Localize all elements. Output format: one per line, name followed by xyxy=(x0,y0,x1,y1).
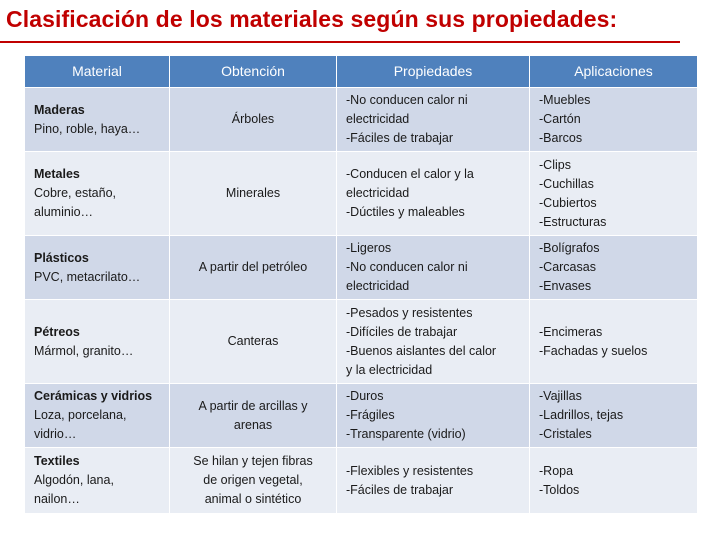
aplicaciones-line: -Carcasas xyxy=(539,260,596,274)
propiedades-line: -Transparente (vidrio) xyxy=(346,427,466,441)
propiedades-cell xyxy=(337,384,530,448)
propiedades-cell xyxy=(337,152,530,236)
obtencion-line: A partir de arcillas y xyxy=(198,398,308,413)
material-examples: Mármol, granito… xyxy=(34,343,134,358)
material-examples: Cobre, estaño, aluminio… xyxy=(34,186,116,219)
obtencion-cell xyxy=(170,152,337,236)
aplicaciones-line: -Cristales xyxy=(539,427,592,441)
material-name: Pétreos xyxy=(34,324,80,339)
aplicaciones-cell xyxy=(530,300,698,384)
aplicaciones-line: -Cartón xyxy=(539,112,581,126)
aplicaciones-cell xyxy=(530,384,698,448)
propiedades-line: -Fáciles de trabajar xyxy=(346,482,453,497)
material-name: Metales xyxy=(34,167,80,181)
table-row xyxy=(25,152,698,236)
aplicaciones-line: -Clips xyxy=(539,157,571,172)
material-cell xyxy=(25,152,170,236)
material-name: Plásticos xyxy=(34,250,89,265)
obtencion-cell xyxy=(170,236,337,300)
table-row xyxy=(25,384,698,448)
propiedades-cell xyxy=(337,236,530,300)
material-cell xyxy=(25,236,170,300)
aplicaciones-line: -Ropa xyxy=(539,463,574,478)
aplicaciones-line: -Cubiertos xyxy=(539,195,597,210)
propiedades-line: -Fáciles de trabajar xyxy=(346,131,453,145)
header-propiedades: Propiedades xyxy=(337,56,530,88)
propiedades-line: -Dúctiles y maleables xyxy=(346,205,465,219)
obtencion-line: Se hilan y tejen fibras xyxy=(193,454,313,468)
aplicaciones-line: -Bolígrafos xyxy=(539,241,600,255)
obtencion-line: A partir del petróleo xyxy=(198,260,308,274)
materials-table xyxy=(24,55,698,514)
material-examples: PVC, metacrilato… xyxy=(34,269,141,284)
propiedades-cell xyxy=(337,88,530,152)
obtencion-cell xyxy=(170,384,337,448)
propiedades-line: -Flexibles y resistentes xyxy=(346,463,474,478)
propiedades-cell xyxy=(337,448,530,514)
material-name: Cerámicas y vidrios xyxy=(34,389,153,403)
propiedades-line: -No conducen calor ni xyxy=(346,260,468,274)
aplicaciones-line: -Toldos xyxy=(539,482,580,497)
propiedades-line: -Frágiles xyxy=(346,408,395,422)
header-obtencion: Obtención xyxy=(170,56,337,88)
aplicaciones-cell xyxy=(530,152,698,236)
propiedades-line: -Ligeros xyxy=(346,241,392,255)
propiedades-line: -Pesados y resistentes xyxy=(346,305,473,320)
propiedades-line: -Conducen el calor y la xyxy=(346,167,474,181)
aplicaciones-line: -Fachadas y suelos xyxy=(539,343,648,358)
aplicaciones-cell xyxy=(530,88,698,152)
propiedades-line: -Duros xyxy=(346,389,384,403)
aplicaciones-cell xyxy=(530,448,698,514)
propiedades-line: -Difíciles de trabajar xyxy=(346,324,458,339)
table-header-row xyxy=(25,56,698,88)
aplicaciones-line: -Ladrillos, tejas xyxy=(539,408,624,422)
table-row xyxy=(25,88,698,152)
propiedades-cell xyxy=(337,300,530,384)
aplicaciones-line: -Encimeras xyxy=(539,324,603,339)
aplicaciones-cell xyxy=(530,236,698,300)
propiedades-line: -Buenos aislantes del calor xyxy=(346,343,497,358)
material-examples: Algodón, lana, nailon… xyxy=(34,473,114,506)
obtencion-line: Minerales xyxy=(225,186,281,200)
obtencion-line: animal o sintético xyxy=(204,492,302,506)
obtencion-cell xyxy=(170,88,337,152)
obtencion-line: arenas xyxy=(233,417,273,432)
aplicaciones-line: -Barcos xyxy=(539,131,583,145)
header-aplicaciones: Aplicaciones xyxy=(530,56,698,88)
material-name: Textiles xyxy=(34,454,80,468)
material-name: Maderas xyxy=(34,102,85,117)
table-row xyxy=(25,448,698,514)
obtencion-cell xyxy=(170,300,337,384)
obtencion-line: Árboles xyxy=(231,112,275,126)
propiedades-line: electricidad xyxy=(346,186,410,200)
propiedades-line: electricidad xyxy=(346,112,410,126)
propiedades-line: -No conducen calor ni xyxy=(346,93,468,107)
material-cell xyxy=(25,300,170,384)
aplicaciones-line: -Envases xyxy=(539,279,592,293)
propiedades-line: y la electricidad xyxy=(346,362,433,377)
page-title: Clasificación de los materiales según sus propiedades: xyxy=(6,6,618,32)
aplicaciones-line: -Estructuras xyxy=(539,214,607,229)
table-row xyxy=(25,300,698,384)
material-cell xyxy=(25,88,170,152)
aplicaciones-line: -Vajillas xyxy=(539,389,582,403)
material-examples: Loza, porcelana, vidrio… xyxy=(34,408,127,441)
table-row xyxy=(25,236,698,300)
obtencion-line: de origen vegetal, xyxy=(203,473,303,487)
header-material: Material xyxy=(25,56,170,88)
material-examples: Pino, roble, haya… xyxy=(34,121,141,136)
material-cell xyxy=(25,384,170,448)
obtencion-cell xyxy=(170,448,337,514)
propiedades-line: electricidad xyxy=(346,279,410,293)
material-cell xyxy=(25,448,170,514)
aplicaciones-line: -Muebles xyxy=(539,93,591,107)
obtencion-line: Canteras xyxy=(227,334,279,348)
title-underline xyxy=(0,41,680,43)
aplicaciones-line: -Cuchillas xyxy=(539,176,594,191)
